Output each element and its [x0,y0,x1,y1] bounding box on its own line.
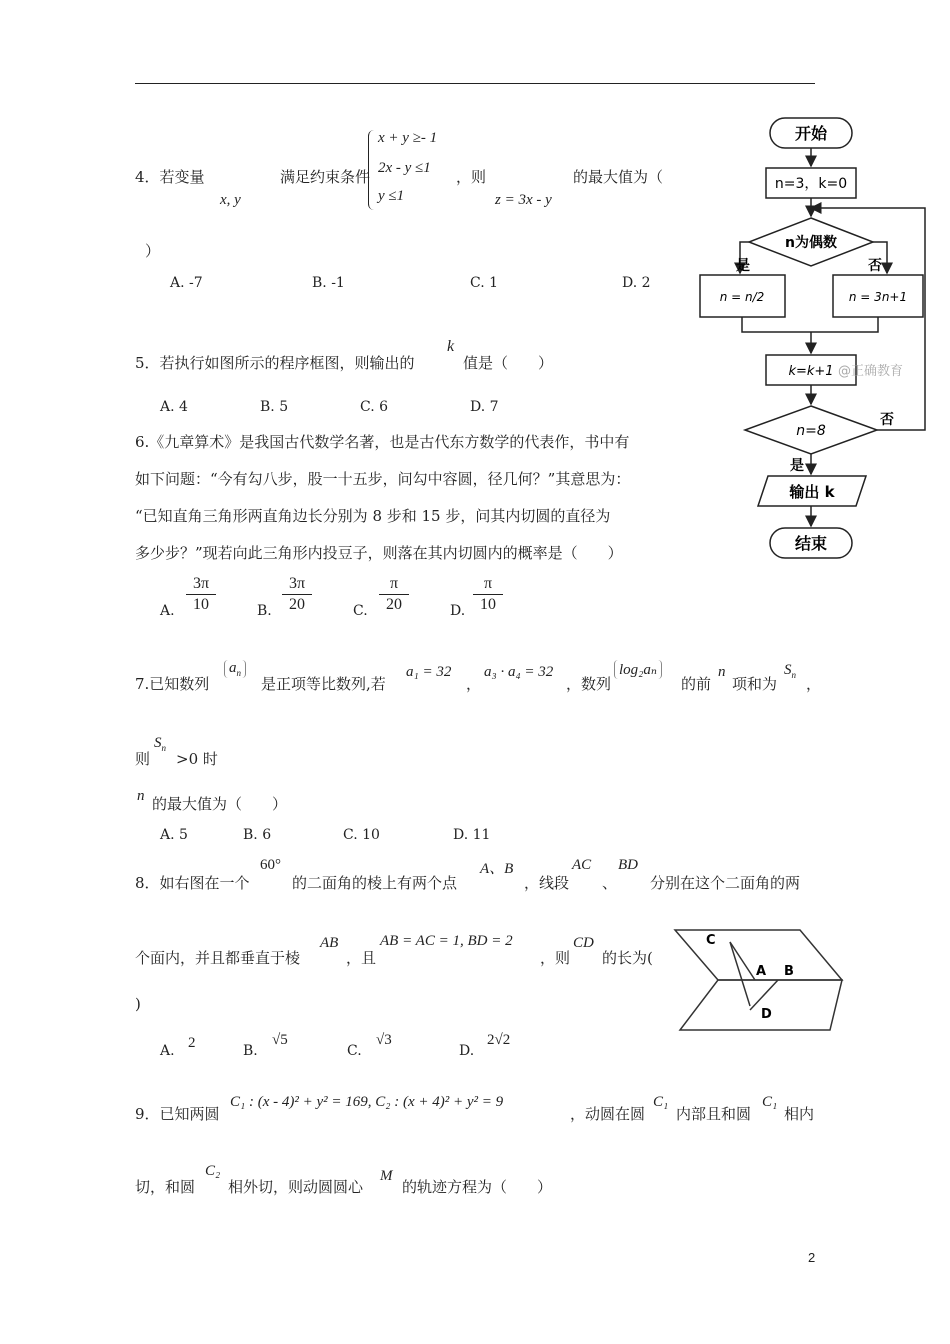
q4-constraint-2: 2x - y ≤1 [378,160,431,176]
q7-text-f: ， [806,675,822,693]
q6-line-4: 多少步？”现若向此三角形内投豆子，则落在其内切圆内的概率是（ ） [135,544,623,562]
flowchart-yes: 是 [736,258,750,274]
q8-value-b: √5 [272,1032,288,1048]
q7-log-sequence: log₂aₙ [614,660,662,679]
q7-line2-a: 则 [135,750,151,768]
q7-n: n [718,664,726,680]
q8-AC: AC [572,857,592,873]
figure-label-C: C [706,933,716,948]
q7-Sn: $S_n$ [784,662,796,680]
q4-close: ） [145,242,161,260]
q8-equation: AB = AC = 1, BD = 2 [380,933,513,949]
q9-text-c: 内部且和圆 [676,1105,752,1123]
flowchart-condition: n为偶数 [785,235,837,251]
q9-M: M [380,1168,393,1184]
q9-text-b: ，动圆在圆 [570,1105,646,1123]
q8-value-a: 2 [188,1035,196,1051]
q5-option-d: D. 7 [470,399,499,415]
flowchart-watermark: @正确教育 [838,364,904,379]
q4-then: ，则 [456,168,487,186]
q4-mid: 满足约束条件 [280,168,371,186]
q6-fraction-a: 3π 10 [186,575,216,614]
flowchart-start: 开始 [794,124,828,143]
flowchart-no: 否 [868,258,882,274]
q8-label-b: B. [243,1043,258,1059]
flowchart-output: 输出 k [789,483,835,501]
q9-line2-c: 的轨迹方程为（ ） [402,1178,553,1196]
q4-intro: 4．若变量 [135,168,205,186]
q8-line2-b: ，且 [346,949,377,967]
q4-constraint-3: y ≤1 [378,188,405,204]
flowchart [690,108,940,568]
q4-option-b: B. -1 [312,275,345,291]
q8-dun: 、 [602,874,618,892]
q7-text-c: ，数列 [566,675,612,693]
q7-option-c: C. 10 [343,827,380,843]
q6-label-d: D. [450,603,466,619]
q5-option-c: C. 6 [360,399,389,415]
figure-label-D: D [761,1007,772,1022]
flowchart-increment: k=k+1 [788,364,834,379]
figure-label-B: B [784,964,794,979]
q7-intro: 7.已知数列 [135,675,210,693]
q8-label-c: C. [347,1043,362,1059]
flowchart-yes-2: 是 [790,458,804,474]
q8-label-d: D. [459,1043,475,1059]
header-rule [135,83,815,84]
q6-label-b: B. [257,603,272,619]
q8-text-b: 的二面角的棱上有两个点 [292,874,458,892]
flowchart-init: n=3，k=0 [774,176,848,192]
q6-fraction-b: 3π 20 [282,575,312,614]
q9-intro: 9．已知两圆 [135,1105,220,1123]
q8-text-c: ，线段 [524,874,570,892]
q9-C2: C₂ [205,1163,221,1179]
q7-option-b: B. 6 [243,827,272,843]
q7-text-b: 是正项等比数列,若 [261,675,386,693]
q7-line3-n: n [137,788,145,804]
q4-option-c: C. 1 [470,275,499,291]
q4-objective: z = 3x - y [495,192,552,208]
flowchart-right-box: n = 3n+1 [848,290,908,304]
q8-line2-a: 个面内，并且都垂直于棱 [135,949,301,967]
q7-text-d: 的前 [681,675,712,693]
q9-equation: C₁ : (x - 4)² + y² = 169, C₂ : (x + 4)² + y² = 9 [230,1094,504,1110]
flowchart-condition-2: n=8 [796,423,826,439]
q8-line2-c: ，则 [540,949,571,967]
q4-option-a: A. -7 [170,275,203,291]
q6-fraction-c: π 20 [379,575,409,614]
q9-text-d: 相内 [784,1105,815,1123]
q8-points: A、B [480,861,514,877]
flowchart-end: 结束 [794,534,828,553]
q7-a1: a₁ = 32 [406,664,452,680]
q9-C1: C₁ [653,1094,669,1110]
q5-tail: 值是（ ） [463,354,554,372]
flowchart-no-2: 否 [880,412,894,428]
q9-line2-a: 切，和圆 [135,1178,196,1196]
q6-line-1: 6.《九章算术》是我国古代数学名著，也是古代东方数学的代表作，书中有 [135,433,630,451]
q5-option-b: B. 5 [260,399,289,415]
q9-C1b: C₁ [762,1094,778,1110]
page-number: 2 [808,1250,816,1265]
q6-fraction-d: π 10 [473,575,503,614]
q7-line2-Sn: $S_n$ [154,735,166,753]
flowchart-left-box: n = n/2 [719,290,765,304]
q4-vars: x, y [220,192,241,208]
q6-line-2: 如下问题：“今有勾八步，股一十五步，问勾中容圆，径几何？”其意思为： [135,470,631,488]
q8-degree: 60° [260,857,281,873]
q7-line3-b: 的最大值为（ ） [152,795,288,813]
q8-label-a: A. [160,1043,175,1059]
q5-k: k [447,338,455,355]
q8-CD: CD [573,935,594,951]
q8-BD: BD [618,857,638,873]
q5-option-a: A. 4 [160,399,188,415]
q4-brace [368,130,377,210]
q6-line-3: “已知直角三角形两直角边长分别为 8 步和 15 步，问其内切圆的直径为 [135,507,611,525]
figure-label-A: A [756,964,767,979]
q7-sequence: $a_n$ [224,660,246,678]
q4-constraint-1: x + y ≥- 1 [378,130,438,146]
q4-option-d: D. 2 [622,275,651,291]
dihedral-angle-figure [670,924,850,1036]
q7-option-a: A. 5 [160,827,188,843]
q7-option-d: D. 11 [453,827,491,843]
q9-line2-b: 相外切，则动圆圆心 [228,1178,364,1196]
q8-line2-d: 的长为( [602,949,653,967]
q5-text: 5．若执行如图所示的程序框图，则输出的 [135,354,415,372]
q6-label-c: C. [353,603,368,619]
q8-value-c: √3 [376,1032,392,1048]
q8-text-d: 分别在这个二面角的两 [650,874,801,892]
q8-intro: 8．如右图在一个 [135,874,250,892]
q7-text-e: 项和为 [732,675,778,693]
q4-tail: 的最大值为（ [573,168,664,186]
q7-a3a4: a₃ · a₄ = 32 [484,664,554,680]
q8-close: ) [135,995,141,1013]
q6-label-a: A. [160,603,175,619]
q8-value-d: 2√2 [487,1032,511,1048]
q7-line2-b: >0 时 [176,750,218,768]
q8-line2-AB: AB [320,935,339,951]
q7-sep: ， [466,675,482,693]
